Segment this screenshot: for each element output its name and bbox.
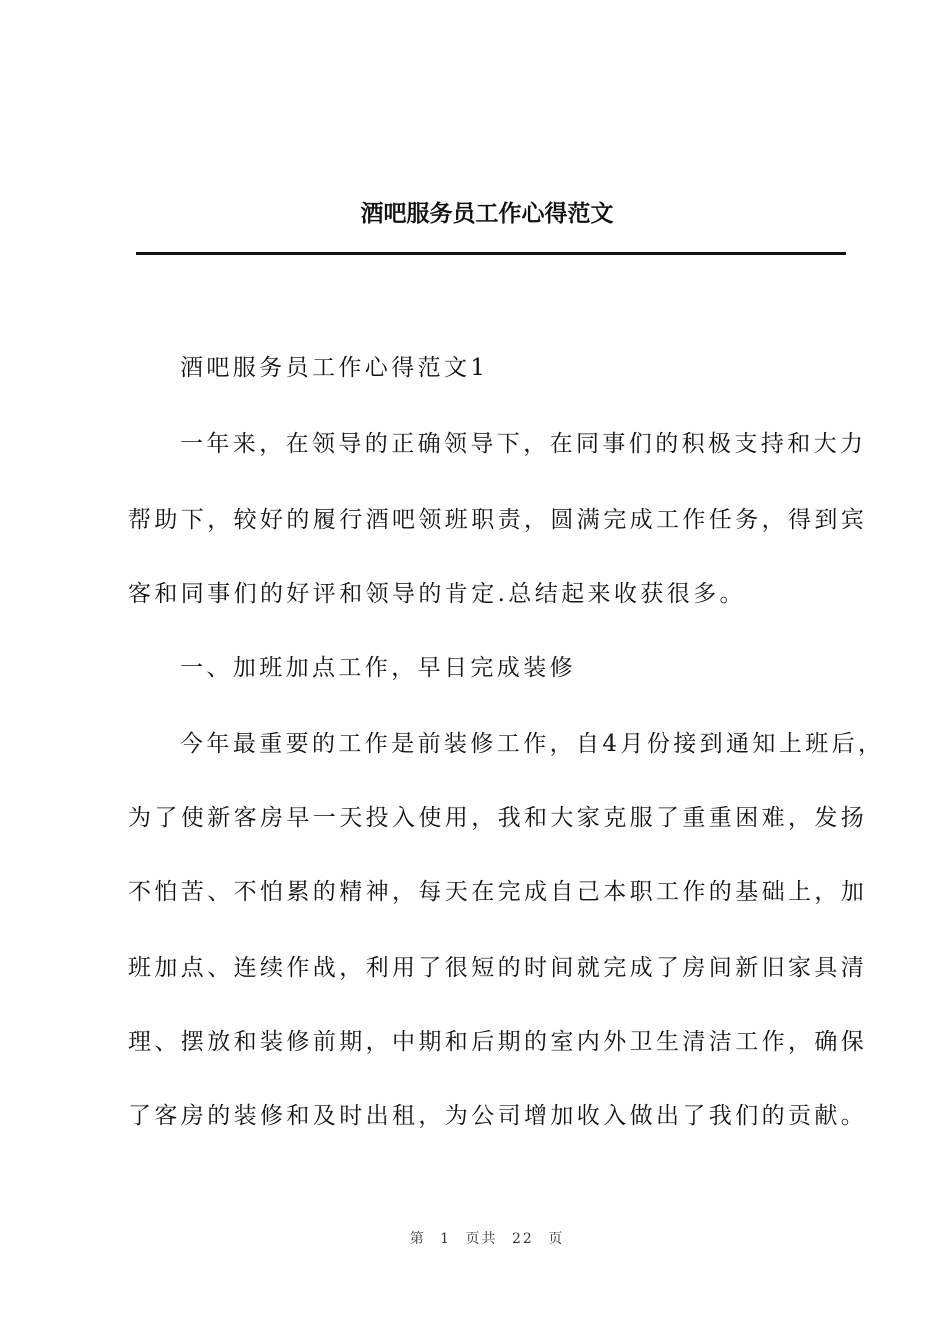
page-number-footer: 第 1 页共 22 页 bbox=[409, 1231, 565, 1247]
paragraph-line: 一年来，在领导的正确领导下，在同事们的积极支持和大力 bbox=[180, 431, 867, 457]
paragraph-line: 客和同事们的好评和领导的肯定.总结起来收获很多。 bbox=[128, 581, 746, 607]
paragraph-line: 帮助下，较好的履行酒吧领班职责，圆满完成工作任务，得到宾 bbox=[128, 507, 868, 533]
paragraph-line: 不怕苦、不怕累的精神，每天在完成自己本职工作的基础上，加 bbox=[128, 879, 868, 905]
paragraph-line: 了客房的装修和及时出租，为公司增加收入做出了我们的贡献。 bbox=[128, 1103, 868, 1129]
title-underline-rule bbox=[136, 252, 846, 255]
paragraph-line: 班加点、连续作战，利用了很短的时间就完成了房间新旧家具清 bbox=[128, 955, 868, 981]
subsection-heading: 一、加班加点工作，早日完成装修 bbox=[180, 655, 576, 681]
paragraph-line: 今年最重要的工作是前装修工作，自4月份接到通知上班后， bbox=[180, 731, 885, 757]
paragraph-line: 理、摆放和装修前期，中期和后期的室内外卫生清洁工作，确保 bbox=[128, 1029, 868, 1055]
section-heading: 酒吧服务员工作心得范文1 bbox=[180, 355, 489, 381]
document-title: 酒吧服务员工作心得范文 bbox=[360, 200, 614, 227]
paragraph-line: 为了使新客房早一天投入使用，我和大家克服了重重困难，发扬 bbox=[128, 805, 868, 831]
